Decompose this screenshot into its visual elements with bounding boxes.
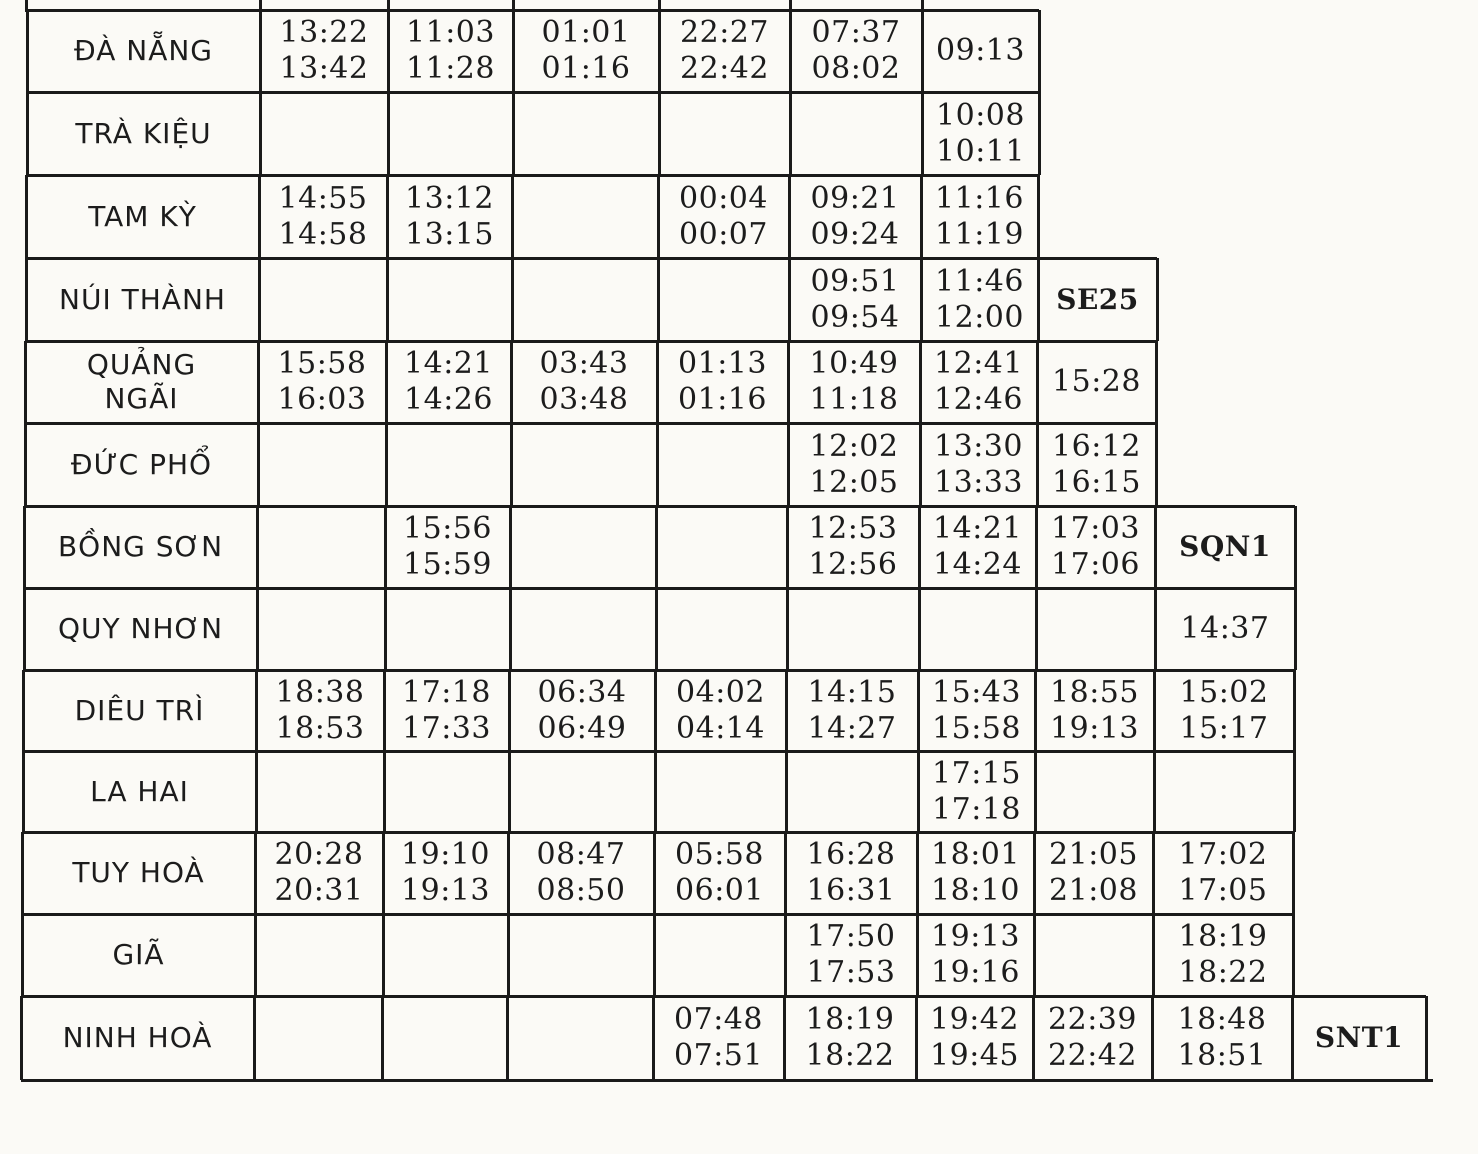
time-cell: [383, 914, 508, 996]
time-value: 16:28: [806, 837, 896, 872]
time-value: 11:28: [406, 51, 495, 86]
time-value: 18:55: [1050, 674, 1139, 710]
time-cell: [387, 258, 512, 341]
time-value: 22:42: [680, 51, 769, 86]
time-value: 12:05: [809, 464, 899, 500]
time-value: 13:30: [934, 428, 1023, 464]
station-name: [23, 751, 256, 832]
train-code: SQN1: [1179, 530, 1271, 563]
time-value: 00:07: [679, 216, 768, 252]
time-cell: [789, 175, 921, 258]
time-cell: [656, 588, 787, 670]
time-value: 04:02: [676, 674, 765, 710]
time-cell: [788, 423, 920, 506]
time-value: 18:22: [1178, 955, 1268, 990]
station-name: [24, 588, 257, 670]
time-cell: [257, 506, 385, 588]
grid-vline: [1425, 996, 1428, 1080]
grid-vline: [1292, 832, 1295, 914]
time-value: 13:15: [405, 216, 494, 252]
time-cell: [917, 832, 1034, 914]
time-cell: [259, 175, 387, 258]
time-value: 13:42: [279, 51, 369, 86]
time-cell: [918, 751, 1035, 832]
time-value: 05:58: [675, 837, 764, 872]
time-value: 08:02: [811, 51, 901, 86]
time-cell: [513, 92, 659, 175]
time-cell: [790, 10, 922, 92]
station-label: ĐỨC PHỔ: [70, 447, 213, 481]
time-value: 17:50: [806, 919, 896, 954]
time-value: 08:47: [536, 837, 626, 872]
time-cell: [259, 258, 387, 341]
time-cell: [254, 996, 382, 1080]
station-name: [22, 832, 255, 914]
time-value: 17:53: [806, 955, 896, 990]
time-cell: [917, 914, 1034, 996]
time-value: 15:28: [1052, 364, 1141, 399]
time-value: 16:31: [806, 873, 896, 908]
time-value: 11:46: [935, 263, 1024, 299]
time-value: 17:05: [1178, 873, 1268, 908]
time-cell: [509, 670, 655, 751]
time-cell: [513, 10, 659, 92]
time-cell: [786, 751, 918, 832]
time-cell: [384, 670, 509, 751]
time-cell: [508, 832, 654, 914]
time-value: 03:43: [539, 346, 629, 381]
time-cell: [920, 341, 1037, 423]
time-value: 19:13: [1050, 710, 1139, 746]
time-cell: [654, 914, 785, 996]
time-value: 12:02: [809, 428, 899, 464]
time-cell: [388, 92, 513, 175]
time-cell: [258, 341, 386, 423]
time-value: 06:49: [537, 710, 627, 746]
time-cell: [657, 341, 788, 423]
train-code: SE25: [1056, 282, 1139, 316]
time-value: 19:10: [401, 837, 490, 872]
time-cell: [656, 506, 787, 588]
station-label: NGÃI: [104, 382, 179, 415]
time-cell: [788, 341, 920, 423]
time-value: 19:45: [930, 1038, 1019, 1073]
time-cell: [921, 175, 1038, 258]
time-value: 19:42: [930, 1002, 1019, 1037]
time-value: 15:02: [1179, 674, 1269, 710]
time-value: 08:50: [536, 873, 626, 908]
time-cell: [919, 506, 1036, 588]
station-name: [24, 506, 257, 588]
time-value: 07:37: [811, 15, 901, 50]
time-value: 22:27: [680, 15, 769, 50]
time-value: 13:22: [279, 15, 369, 50]
time-value: 16:03: [277, 382, 367, 417]
time-cell: [659, 92, 790, 175]
grid-vline: [1155, 423, 1158, 506]
time-value: 07:51: [674, 1038, 763, 1073]
grid-vline: [1293, 670, 1296, 751]
time-cell: [1154, 670, 1294, 751]
grid-vline: [1038, 92, 1041, 175]
time-cell: [512, 258, 658, 341]
time-value: 16:12: [1052, 428, 1141, 464]
time-value: 09:24: [810, 216, 900, 252]
time-cell: [511, 341, 657, 423]
time-value: 14:15: [807, 674, 897, 710]
time-value: 21:05: [1049, 837, 1138, 872]
time-value: 12:41: [934, 346, 1023, 381]
train-header-sqn1: [1155, 506, 1295, 588]
time-value: 15:56: [403, 511, 492, 546]
time-cell: [385, 506, 510, 588]
time-value: 10:49: [809, 346, 899, 381]
time-value: 14:55: [278, 180, 368, 216]
time-cell: [1035, 670, 1154, 751]
grid-vline: [1037, 175, 1040, 258]
time-cell: [257, 588, 385, 670]
station-label: TUY HOÀ: [72, 856, 205, 889]
time-cell: [653, 996, 784, 1080]
time-cell: [1035, 751, 1154, 832]
time-value: 12:46: [934, 382, 1023, 417]
time-value: 18:19: [805, 1002, 895, 1037]
time-value: 11:18: [809, 382, 899, 417]
time-cell: [386, 341, 511, 423]
station-label: QUẢNG: [86, 348, 197, 381]
time-value: 14:21: [933, 511, 1022, 546]
time-value: 00:04: [679, 180, 768, 216]
time-cell: [1037, 423, 1156, 506]
time-cell: [920, 423, 1037, 506]
time-cell: [787, 588, 919, 670]
grid-vline: [1294, 506, 1297, 588]
time-cell: [382, 996, 507, 1080]
time-cell: [383, 832, 508, 914]
station-label: BỒNG SƠN: [57, 530, 224, 563]
time-cell: [658, 175, 789, 258]
station-label: DIÊU TRÌ: [74, 693, 205, 727]
time-cell: [655, 751, 786, 832]
time-cell: [789, 258, 921, 341]
grid-vline: [1294, 588, 1297, 670]
time-value: 04:14: [676, 710, 765, 746]
time-value: 01:16: [678, 382, 767, 417]
time-value: 09:54: [810, 299, 900, 335]
time-value: 17:18: [402, 674, 491, 710]
time-value: 13:12: [405, 180, 494, 216]
time-value: 19:13: [401, 873, 490, 908]
time-value: 20:28: [274, 837, 364, 872]
time-value: 01:16: [541, 51, 631, 86]
time-cell: [511, 423, 657, 506]
time-value: 14:58: [278, 216, 368, 252]
time-value: 15:43: [932, 674, 1021, 710]
time-value: 17:33: [402, 710, 491, 746]
time-value: 17:15: [932, 755, 1021, 791]
time-value: 22:39: [1048, 1002, 1137, 1037]
time-value: 07:48: [674, 1002, 763, 1037]
time-value: 01:13: [678, 346, 767, 381]
time-cell: [1037, 341, 1156, 423]
time-value: 03:48: [539, 382, 629, 417]
time-cell: [659, 10, 790, 92]
station-label: NINH HOÀ: [62, 1021, 213, 1054]
time-cell: [510, 588, 656, 670]
time-value: 17:06: [1051, 547, 1140, 582]
time-cell: [509, 751, 655, 832]
time-cell: [255, 832, 383, 914]
time-value: 12:56: [808, 547, 898, 582]
time-value: 22:42: [1048, 1038, 1137, 1073]
time-cell: [1154, 751, 1294, 832]
time-value: 01:01: [541, 15, 631, 50]
time-cell: [658, 258, 789, 341]
time-cell: [784, 996, 916, 1080]
time-value: 18:48: [1177, 1002, 1267, 1037]
time-value: 18:53: [275, 710, 365, 746]
time-cell: [256, 751, 384, 832]
time-value: 18:51: [1177, 1038, 1267, 1073]
time-cell: [654, 832, 785, 914]
time-cell: [1034, 832, 1153, 914]
time-value: 12:53: [808, 511, 898, 546]
time-value: 15:59: [403, 547, 492, 582]
time-value: 15:58: [277, 346, 367, 381]
time-cell: [512, 175, 658, 258]
time-value: 06:01: [675, 873, 764, 908]
train-header-se25: [1038, 258, 1157, 341]
time-value: 18:38: [275, 674, 365, 710]
time-value: 18:10: [931, 873, 1020, 908]
grid-vline: [1292, 914, 1295, 996]
time-value: 18:19: [1178, 919, 1268, 954]
time-value: 17:03: [1051, 511, 1140, 546]
time-cell: [916, 996, 1033, 1080]
time-cell: [655, 670, 786, 751]
grid-vline: [1156, 258, 1159, 341]
time-value: 11:19: [935, 216, 1024, 252]
time-value: 17:18: [932, 791, 1021, 827]
time-value: 19:16: [931, 955, 1020, 990]
time-value: 09:51: [810, 263, 900, 299]
time-value: 10:11: [936, 133, 1025, 169]
grid-vline: [1293, 751, 1296, 832]
grid-vline: [1038, 10, 1041, 92]
time-cell: [385, 588, 510, 670]
station-label: TAM KỲ: [88, 199, 197, 233]
time-cell: [657, 423, 788, 506]
time-cell: [1036, 588, 1155, 670]
time-cell: [790, 92, 922, 175]
time-value: 15:58: [932, 710, 1021, 746]
time-cell: [258, 423, 386, 506]
time-value: 10:08: [936, 97, 1025, 133]
grid-vline: [1155, 341, 1158, 423]
time-value: 14:26: [404, 382, 493, 417]
time-value: 17:02: [1178, 837, 1268, 872]
time-cell: [1155, 588, 1295, 670]
time-value: 19:13: [931, 919, 1020, 954]
time-value: 16:15: [1052, 464, 1141, 500]
time-value: 14:21: [404, 346, 493, 381]
station-name: [27, 10, 260, 92]
time-cell: [256, 670, 384, 751]
time-cell: [388, 10, 513, 92]
station-name: [26, 175, 259, 258]
time-value: 09:21: [810, 180, 900, 216]
station-label: TRÀ KIỆU: [75, 116, 212, 150]
time-value: 12:00: [935, 299, 1024, 335]
time-cell: [785, 914, 917, 996]
time-value: 20:31: [274, 873, 364, 908]
time-cell: [260, 92, 388, 175]
station-name: [27, 92, 260, 175]
station-name: [21, 996, 254, 1080]
time-cell: [1153, 832, 1293, 914]
station-label: ĐÀ NẴNG: [73, 34, 213, 67]
time-cell: [1036, 506, 1155, 588]
time-value: 13:33: [934, 464, 1023, 500]
time-cell: [921, 258, 1038, 341]
time-value: 14:27: [807, 710, 897, 746]
time-cell: [508, 914, 654, 996]
time-cell: [1153, 914, 1293, 996]
time-value: 14:37: [1180, 611, 1270, 646]
station-name: [22, 914, 255, 996]
time-cell: [922, 10, 1039, 92]
station-name: [26, 258, 259, 341]
time-cell: [787, 506, 919, 588]
time-cell: [384, 751, 509, 832]
time-cell: [786, 670, 918, 751]
time-value: 18:22: [805, 1038, 895, 1073]
time-cell: [919, 588, 1036, 670]
time-cell: [785, 832, 917, 914]
station-label: QUY NHƠN: [57, 612, 224, 645]
station-label: NÚI THÀNH: [59, 282, 226, 316]
time-cell: [1152, 996, 1292, 1080]
train-code: SNT1: [1314, 1021, 1404, 1054]
time-value: 06:34: [537, 674, 627, 710]
time-value: 11:16: [935, 180, 1024, 216]
time-value: 18:01: [931, 837, 1020, 872]
station-name: [23, 670, 256, 751]
time-cell: [1033, 996, 1152, 1080]
time-value: 15:17: [1179, 710, 1269, 746]
station-label: GIÃ: [112, 938, 165, 971]
grid-hline: [21, 1079, 1433, 1082]
station-name: [25, 341, 258, 423]
time-cell: [386, 423, 511, 506]
time-cell: [260, 10, 388, 92]
time-cell: [255, 914, 383, 996]
time-value: 09:13: [936, 33, 1025, 68]
time-cell: [1034, 914, 1153, 996]
station-label: LA HAI: [90, 774, 189, 808]
time-cell: [922, 92, 1039, 175]
time-cell: [387, 175, 512, 258]
time-value: 14:24: [933, 547, 1022, 582]
time-cell: [507, 996, 653, 1080]
train-header-snt1: [1292, 996, 1426, 1080]
time-value: 21:08: [1049, 873, 1138, 908]
time-value: 11:03: [406, 15, 495, 50]
time-cell: [510, 506, 656, 588]
time-cell: [918, 670, 1035, 751]
station-name: [25, 423, 258, 506]
